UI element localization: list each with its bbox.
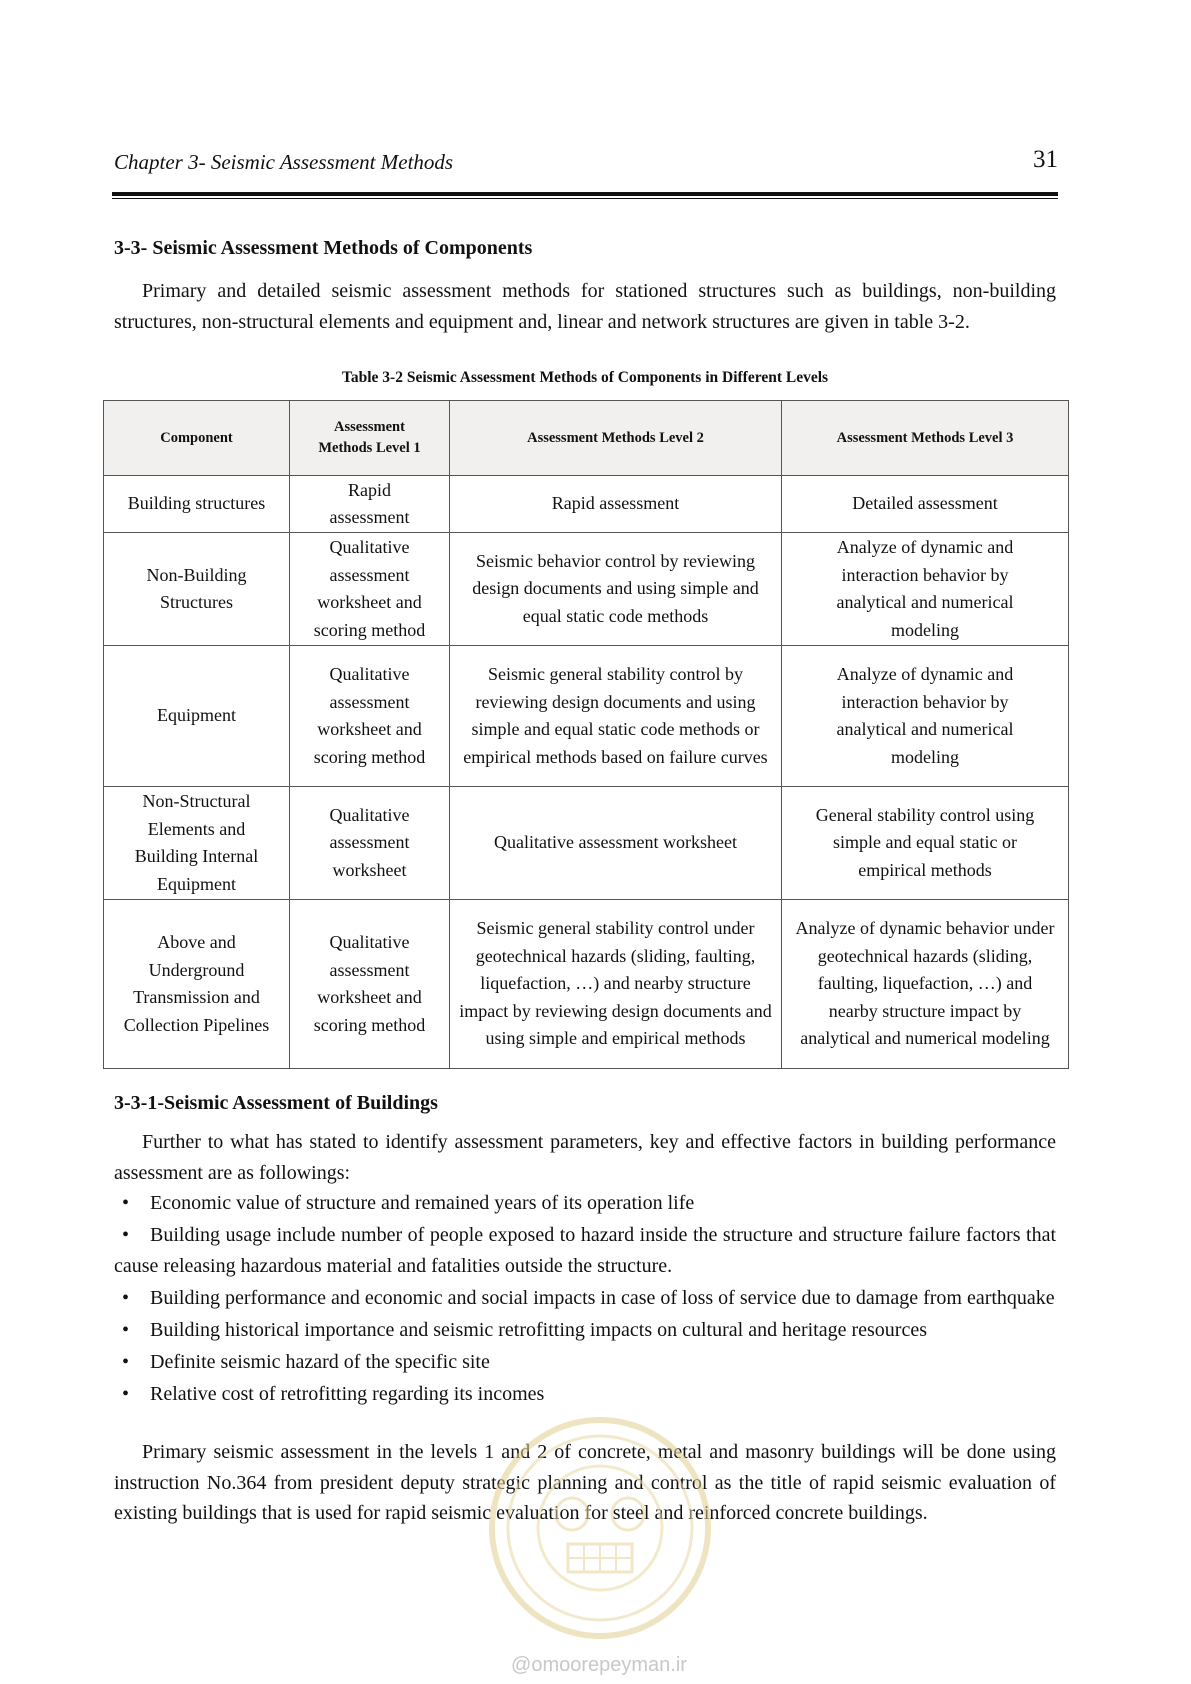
page-number: 31 bbox=[1033, 146, 1058, 173]
list-item bbox=[114, 1379, 1056, 1410]
list-item bbox=[114, 1220, 1056, 1281]
table-cell: Seismic behavior control by reviewing design documents and using simple and equal static code methods bbox=[450, 533, 782, 646]
table-cell: Building structures bbox=[104, 476, 290, 533]
table-header-row bbox=[104, 401, 1069, 476]
subsection-intro bbox=[114, 1127, 1056, 1188]
table-cell: Seismic general stability control under geotechnical hazards (sliding, faulting, liquefaction, …) and nearby structure impact by reviewing design documents and using simple and empirical methods bbox=[450, 900, 782, 1069]
assessment-methods-table bbox=[103, 400, 1069, 1069]
list-item-text: Relative cost of retrofitting regarding its incomes bbox=[150, 1382, 545, 1405]
table-row bbox=[104, 646, 1069, 787]
section-paragraph bbox=[114, 276, 1056, 337]
table-cell: Detailed assessment bbox=[782, 476, 1069, 533]
column-header-level-1: Assessment Methods Level 1 bbox=[290, 401, 450, 476]
watermark-text: @omoorepeyman.ir bbox=[511, 1654, 687, 1676]
column-header-level-2: Assessment Methods Level 2 bbox=[450, 401, 782, 476]
bullet-icon: • bbox=[122, 1318, 130, 1341]
table-cell: Equipment bbox=[104, 646, 290, 787]
section-paragraph-text: Primary and detailed seismic assessment methods for stationed structures such as buildings, non-building structures, non-structural elements and equipment and, linear and network structures are given in table 3-2. bbox=[114, 280, 1056, 333]
chapter-title: Chapter 3- Seismic Assessment Methods bbox=[114, 150, 454, 174]
subsection-heading: 3-3-1-Seismic Assessment of Buildings bbox=[114, 1092, 438, 1114]
factor-list bbox=[114, 1188, 1056, 1411]
list-item-text: Economic value of structure and remained years of its operation life bbox=[150, 1192, 695, 1214]
list-item-text: Building historical importance and seismic retrofitting impacts on cultural and heritage resources bbox=[150, 1318, 927, 1341]
table-cell: Seismic general stability control by reviewing design documents and using simple and equal static code methods or empirical methods based on failure curves bbox=[450, 646, 782, 787]
table-row bbox=[104, 787, 1069, 900]
bullet-icon: • bbox=[122, 1192, 130, 1214]
bullet-icon: • bbox=[122, 1382, 130, 1405]
list-item bbox=[114, 1347, 1056, 1378]
table-cell: Qualitative assessment worksheet bbox=[290, 787, 450, 900]
list-item bbox=[114, 1188, 1056, 1219]
bullet-icon: • bbox=[122, 1286, 130, 1309]
table-cell: Non-Building Structures bbox=[104, 533, 290, 646]
bullet-icon: • bbox=[122, 1350, 130, 1373]
seal-watermark-icon bbox=[484, 1412, 716, 1644]
table-cell: Rapid assessment bbox=[290, 476, 450, 533]
list-item-text: Building usage include number of people exposed to hazard inside the structure and structure failure factors that cause releasing hazardous material and fatalities outside the structure. bbox=[114, 1224, 1056, 1277]
list-item-text: Building performance and economic and social impacts in case of loss of service due to damage from earthquake bbox=[150, 1286, 1055, 1309]
section-heading: 3-3- Seismic Assessment Methods of Components bbox=[114, 237, 533, 259]
table-cell: Qualitative assessment worksheet and scoring method bbox=[290, 533, 450, 646]
table-row bbox=[104, 533, 1069, 646]
column-header-component: Component bbox=[104, 401, 290, 476]
running-header bbox=[114, 146, 1058, 186]
table-cell: Analyze of dynamic and interaction behavior by analytical and numerical modeling bbox=[782, 533, 1069, 646]
bullet-icon: • bbox=[122, 1224, 130, 1246]
table-cell: Non-Structural Elements and Building Internal Equipment bbox=[104, 787, 290, 900]
header-rule-thick bbox=[112, 192, 1058, 196]
table-caption: Table 3-2 Seismic Assessment Methods of Components in Different Levels bbox=[341, 369, 829, 386]
table-cell: Above and Underground Transmission and Collection Pipelines bbox=[104, 900, 290, 1069]
table-cell: Rapid assessment bbox=[450, 476, 782, 533]
table-row bbox=[104, 900, 1069, 1069]
column-header-level-3: Assessment Methods Level 3 bbox=[782, 401, 1069, 476]
list-item bbox=[114, 1283, 1056, 1314]
table-cell: Qualitative assessment worksheet and scoring method bbox=[290, 646, 450, 787]
list-item-text: Definite seismic hazard of the specific site bbox=[150, 1350, 490, 1373]
header-rule-thin bbox=[112, 198, 1058, 199]
table-cell: Analyze of dynamic behavior under geotechnical hazards (sliding, faulting, liquefaction, …) and nearby structure impact by analytical and numerical modeling bbox=[782, 900, 1069, 1069]
table-cell: Qualitative assessment worksheet bbox=[450, 787, 782, 900]
subsection-intro-text: Further to what has stated to identify assessment parameters, key and effective factors in building performance assessment are as followings: bbox=[114, 1131, 1056, 1184]
table-cell: Qualitative assessment worksheet and scoring method bbox=[290, 900, 450, 1069]
list-item bbox=[114, 1315, 1056, 1346]
table-cell: Analyze of dynamic and interaction behavior by analytical and numerical modeling bbox=[782, 646, 1069, 787]
closing-paragraph-text: Primary seismic assessment in the levels 1 and 2 of concrete, metal and masonry buildings will be done using instruction No.364 from president deputy strategic planning and control as the title of rapid seismic evaluation of existing buildings that is used for rapid seismic evaluation for steel and reinforced concrete buildings. bbox=[114, 1441, 1056, 1524]
table-row bbox=[104, 476, 1069, 533]
table-cell: General stability control using simple and equal static or empirical methods bbox=[782, 787, 1069, 900]
